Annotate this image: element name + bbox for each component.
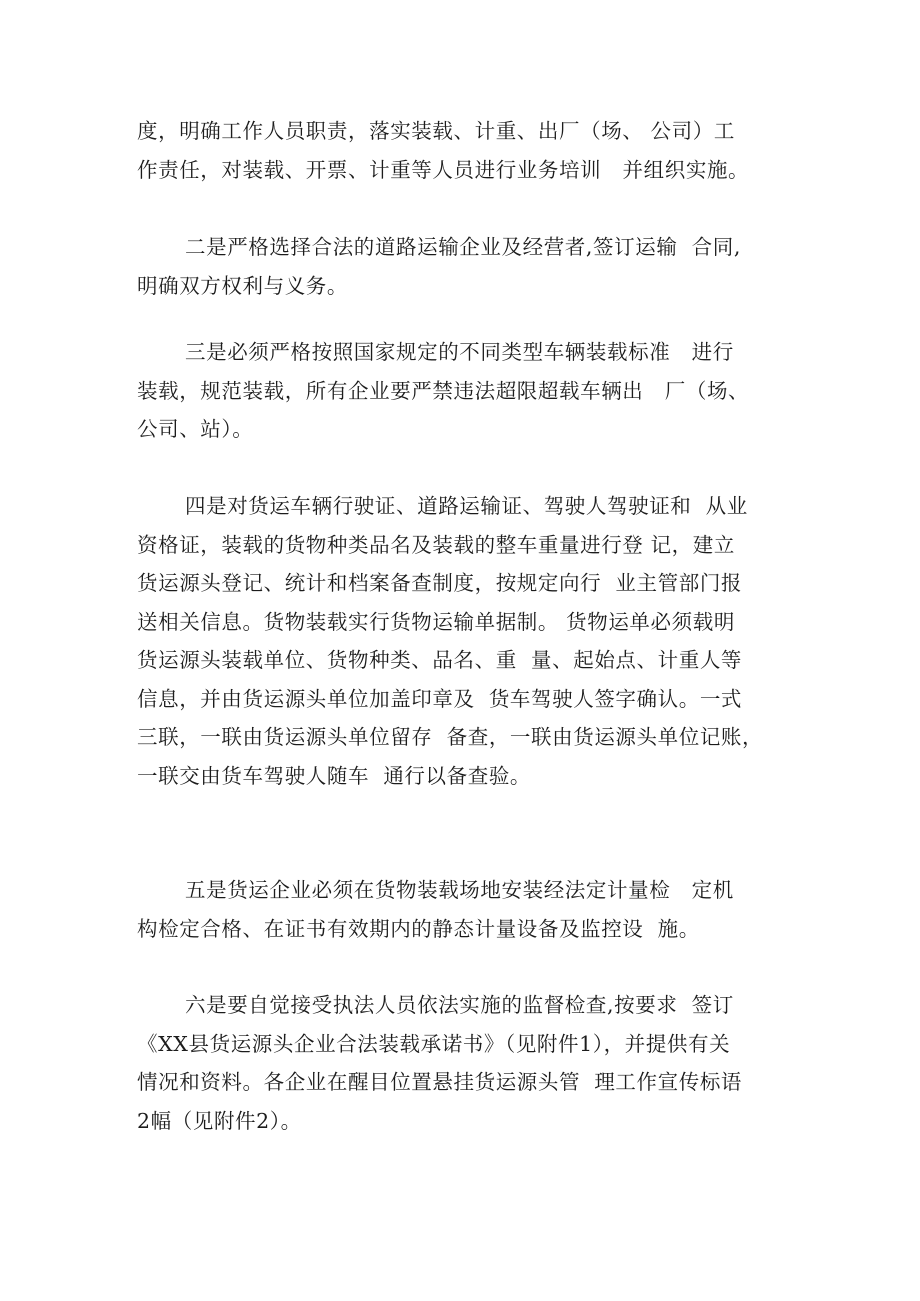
text-line: 装载，规范装载，所有企业要严禁违法超限超载车辆出 厂（场、 [137,378,750,403]
text-line: 送相关信息。货物装载实行货物运输单据制。 货物运单必须载明 [137,609,735,634]
text-line: 作责任，对装载、开票、计重等人员进行业务培训 并组织实施。 [137,157,750,182]
text-line: 构检定合格、在证书有效期内的静态计量设备及监控设 施。 [137,916,700,941]
text-line: 五是货运企业必须在货物装载场地安装经法定计量检 定机 [185,878,734,902]
text-line: 货运源头装载单位、货物种类、品名、重 量、起始点、计重人等 [137,648,743,672]
text-line: 三联，一联由货运源头单位留存 备查，一联由货运源头单位记账， [137,725,764,749]
text-line: 公司、站）。 [137,417,254,441]
paragraph-4 [137,487,791,795]
text-line: 一联交由货车驾驶人随车 通行以备查验。 [137,763,532,788]
text-line: 资格证，装载的货物种类品名及装载的整车重量进行登 记，建立 [137,532,735,557]
paragraph-continuation [137,112,791,189]
paragraph-2 [137,228,791,305]
paragraph-5 [137,871,791,948]
text-line: 信息，并由货运源头单位加盖印章及 货车驾驶人签字确认。一式 [137,686,743,711]
text-line: 二是严格选择合法的道路运输企业及经营者,签订运输 合同, [185,235,741,259]
text-line: 情况和资料。各企业在醒目位置悬挂货运源头管 理工作宣传标语 [137,1070,743,1094]
paragraph-3 [137,333,791,449]
text-line: 《XX县货运源头企业合法装载承诺书》（见附件1），并提供有关 [137,1031,731,1056]
text-line: 度，明确工作人员职责，落实装载、计重、出厂（场、 公司）工 [137,119,735,143]
text-line: 四是对货运车辆行驶证、道路运输证、驾驶人驾驶证和 从业 [185,494,748,518]
text-line: 2幅（见附件2）。 [137,1108,302,1133]
text-line: 三是必须严格按照国家规定的不同类型车辆装载标准 进行 [185,340,734,364]
paragraph-6 [137,986,791,1140]
text-line: 六是要自觉接受执法人员依法实施的监督检查,按要求 签订 [185,993,734,1017]
text-line: 明确双方权利与义务。 [137,273,348,298]
text-line: 货运源头登记、统计和档案备查制度，按规定向行 业主管部门报 [137,571,743,595]
